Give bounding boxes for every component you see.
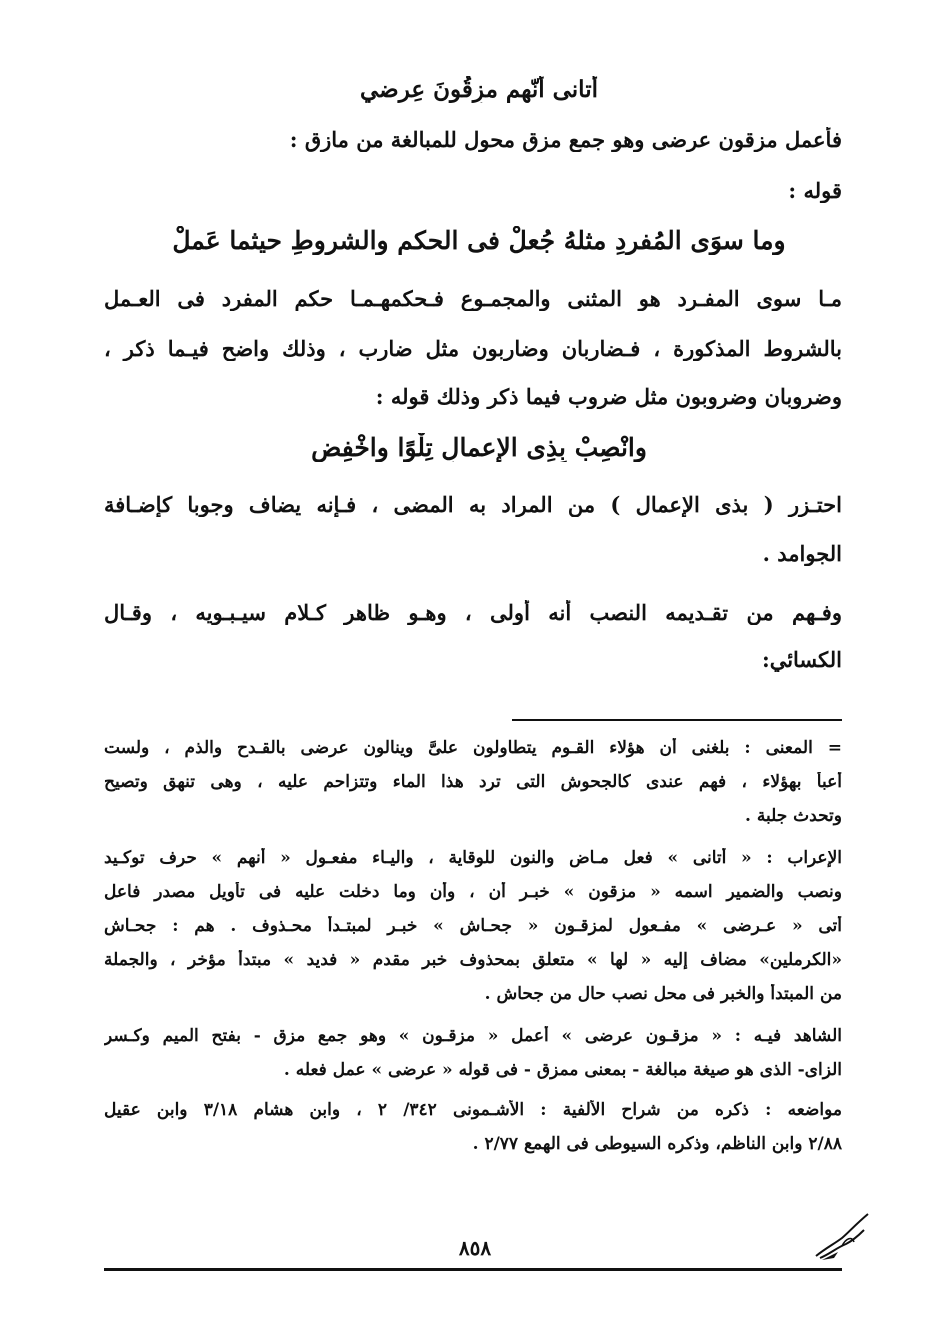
footnote-mawadi-line-1: مواضعه : ذكره من شراح الألفية : الأشـمونى ٣٤٢/ ٢ ، وابن هشام ٣/١٨ وابن عقيل: [104, 1100, 842, 1120]
verse-quote-1: أتانى أنّهم مزِقُونَ عِرضي: [360, 76, 598, 103]
paragraph-4-line-1: وفـهم من تقـديمه النصب أنه أولى ، وهـو ظاهر كـلام سيـبـويه ، وقـال: [104, 600, 842, 625]
paragraph-2-line-2: بالشروط المذكورة ، فـضاربان وضاربون مثل ضارب ، وذلك واضح فيـما ذكر ،: [104, 336, 842, 361]
footnote-irab-line-5: من المبتدأ والخبر فى محل نصب حال من جحاش .: [484, 984, 842, 1004]
paragraph-1-line-2: قوله :: [788, 178, 842, 203]
paragraph-2-line-1: مـا سوى المفـرد هو المثنى والمجمـوع فـحكمهـمـا حكم المفرد فى العـمل: [104, 286, 842, 311]
paragraph-2-line-3: وضروبان وضروبون مثل ضروب فيما ذكر وذلك قوله :: [375, 384, 842, 409]
footnote-irab-line-4: «الكرملين» مضاف إليه « لها » متعلق بمحذوف خبر مقدم « فديد » مبتدأ مؤخر ، والجملة: [104, 950, 842, 970]
footnote-irab-line-3: أتى « عـرضى » مفـعول لمزقـون « جحـاش » خبـر لمبتـدأ محـذوف . هم : جحـاش: [104, 916, 842, 936]
page-number: ٨٥٨: [458, 1236, 492, 1260]
paragraph-1-line-1: فأعمل مزقون عرضى وهو جمع مزق محول للمبالغة من مازق :: [289, 127, 842, 152]
paragraph-4-line-2: الكسائي:: [761, 647, 842, 672]
footnote-shahid-line-1: الشاهد فيـه : « مزقـون عرضى » أعمل « مزقـون » وهو جمع مزق - بفتح الميم وكـسر: [104, 1026, 842, 1046]
footnote-meaning-line-3: وتحدث جلبة .: [745, 806, 842, 826]
verse-alfiya-2: وانْصِبْ بِذِى الإعمالِ تِلْوًا واخْفِضِ: [311, 433, 647, 462]
verse-alfiya-1: وما سوَى المُفردِ مثلهُ جُعلْ فى الحكم والشروطِ حيثما عَملْ: [172, 226, 786, 255]
footnote-irab-line-1: الإعراب : « أتانى » فعل مـاض والنون للوقاية ، واليـاء مفعـول « أنهم » حرف توكـيد: [104, 848, 842, 868]
footnote-shahid-line-2: الزاى- الذى هو صيغة مبالغة - بمعنى ممزق - فى قوله « عرضى » عمل فعله .: [283, 1060, 842, 1080]
footnote-mawadi-line-2: ٢/٨٨ وابن الناظم، وذكره السيوطى فى الهمع ٢/٧٧ .: [472, 1134, 842, 1154]
bottom-rule: [104, 1268, 842, 1271]
paragraph-3-line-1: احتـزر ( بذى الإعمال ) من المراد به المضى ، فـإنه يضاف وجوبا كإضـافة: [104, 492, 842, 517]
footnote-meaning-line-1: = المعنى : بلغنى أن هؤلاء القـوم يتطاولون علىَّ وينالون عرضى بالقـدح والذم ، ولست: [104, 738, 842, 758]
footnote-irab-line-2: ونصب والضمير اسمه « مزقون » خبـر أن ، وأن وما دخلت عليه فى تأويل مصدر فاعل: [104, 882, 842, 902]
footnote-meaning-line-2: أعبأ بهؤلاء ، فهم عندى كالجحوش التى ترد هذا الماء وتتزاحم عليه ، وهى تنهق وتصيح: [104, 772, 842, 792]
paragraph-3-line-2: الجوامد .: [762, 541, 842, 566]
ornament-mark-icon: [812, 1208, 872, 1266]
footnote-separator: [512, 719, 842, 721]
